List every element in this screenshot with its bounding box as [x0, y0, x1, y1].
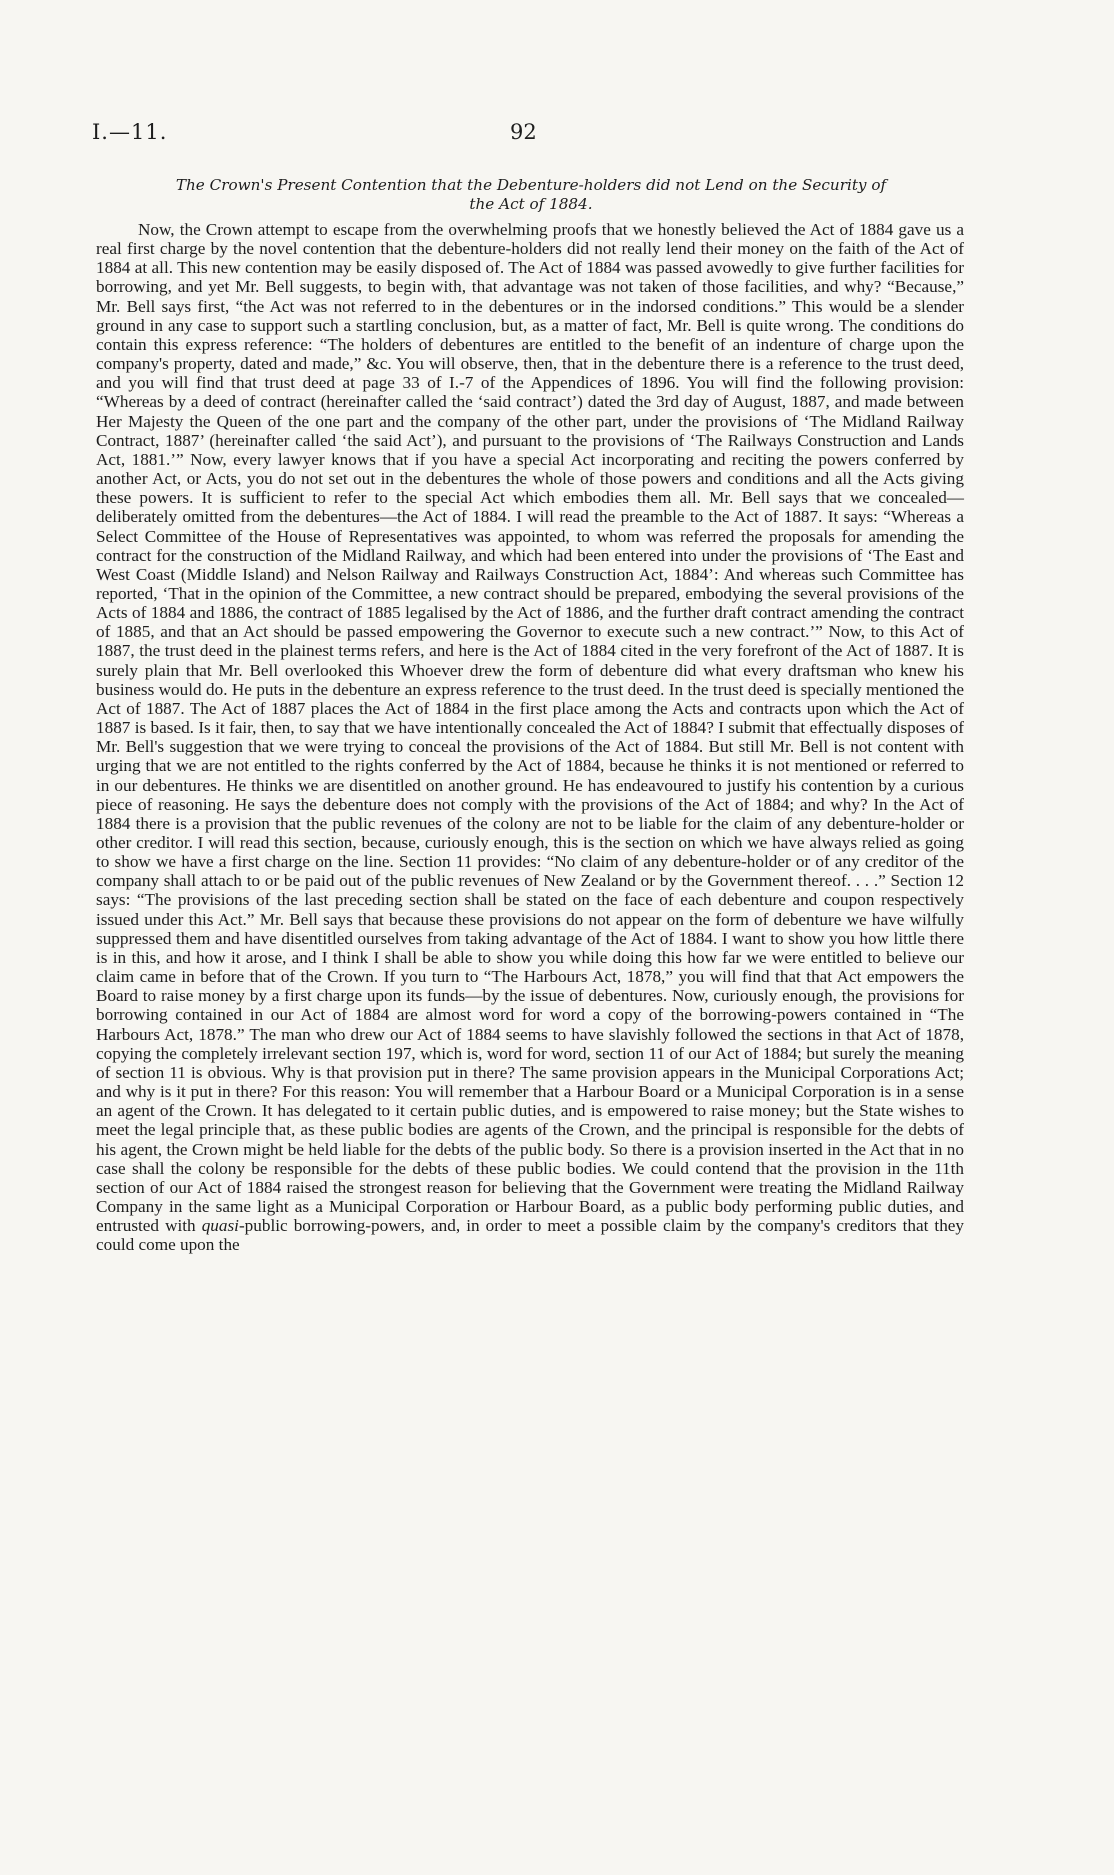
- page-number: 92: [510, 120, 537, 144]
- section-heading: [96, 176, 966, 214]
- body-text-tail: -public borrowing-powers, and, in order to meet a possible claim by the company's creditors that they could come upon the: [96, 1216, 965, 1255]
- body-paragraph: [96, 220, 964, 1254]
- document-reference: I.—11.: [92, 120, 168, 144]
- body-text-main: Now, the Crown attempt to escape from the overwhelming proofs that we honestly believed the Act of 1884 gave us a real first charge by the novel contention that the debenture-holders did not really lend their money on the faith of the Act of 1884 at all. This new contention may be easily disposed of. The Act of 1884 was passed avowedly to give further facilities for borrowing, and yet Mr. Bell suggests, to begin with, that advantage was not taken of those facilities, and why? “Because,” Mr. Bell says first, “the Act was not referred to in the debentures or in the indorsed conditions.” This would be a slender ground in any case to support such a startling conclusion, but, as a matter of fact, Mr. Bell is quite wrong. The conditions do contain this express reference: “The holders of debentures are entitled to the benefit of an indenture of charge upon the company's property, dated and made,” &c. You will observe, then, that in the debenture there is a reference to the trust deed, and you will find that trust deed at page 33 of I.-7 of the Appendices of 1896. You will find the following provision: “Whereas by a deed of contract (hereinafter called the ‘said contract’) dated the 3rd day of August, 1887, and made between Her Majesty the Queen of the one part and the company of the other part, under the provisions of ‘The Midland Railway Contract, 1887’ (hereinafter called ‘the said Act’), and pursuant to the provisions of ‘The Railways Construction and Lands Act, 1881.’” Now, every lawyer knows that if you have a special Act incorporating and reciting the powers conferred by another Act, or Acts, you do not set out in the debentures the whole of those powers and conditions and all the Acts giving these powers. It is sufficient to refer to the special Act which embodies them all. Mr. Bell says that we concealed—deliberately omitted from the debentures—the Act of 1884. I will read the preamble to the Act of 1887. It says: “Whereas a Select Committee of the House of Representatives was appointed, to whom was referred the proposals for amending the contract for the construction of the Midland Railway, and which had been entered into under the provisions of ‘The East and West Coast (Middle Island) and Nelson Railway and Railways Construction Act, 1884’: And whereas such Committee has reported, ‘That in the opinion of the Committee, a new contract should be prepared, embodying the several provisions of the Acts of 1884 and 1886, the contract of 1885 legalised by the Act of 1886, and the further draft contract amending the contract of 1885, and that an Act should be passed empowering the Governor to execute such a new contract.’” Now, to this Act of 1887, the trust deed in the plainest terms refers, and here is the Act of 1884 cited in the very forefront of the Act of 1887. It is surely plain that Mr. Bell overlooked this Whoever drew the form of debenture did what every draftsman who knew his business would do. He puts in the debenture an express reference to the trust deed. In the trust deed is specially mentioned the Act of 1887. The Act of 1887 places the Act of 1884 in the first place among the Acts and contracts upon which the Act of 1887 is based. Is it fair, then, to say that we have intentionally concealed the Act of 1884? I submit that effectually disposes of Mr. Bell's suggestion that we were trying to conceal the provisions of the Act of 1884. But still Mr. Bell is not content with urging that we are not entitled to the rights conferred by the Act of 1884, because he thinks it is not mentioned or referred to in our debentures. He thinks we are disentitled on another ground. He has endeavoured to justify his contention by a curious piece of reasoning. He says the debenture does not comply with the provisions of the Act of 1884; and why? In the Act of 1884 there is a provision that the public revenues of the colony are not to be liable for the claim of any debenture-holder or other creditor. I will read this section, because, curiously enough, this is the section on which we have always relied as going to show we have a first charge on the line. Section 11 provides: “No claim of any debenture-holder or of any creditor of the company shall attach to or be paid out of the public revenues of New Zealand or by the Government thereof. . . .” Section 12 says: “The provisions of the last preceding section shall be stated on the face of each debenture and coupon respectively issued under this Act.” Mr. Bell says that because these provisions do not appear on the form of debenture we have wilfully suppressed them and have disentitled ourselves from taking advantage of the Act of 1884. I want to show you how little there is in this, and how it arose, and I think I shall be able to show you while doing this how far we were entitled to believe our claim came in before that of the Crown. If you turn to “The Harbours Act, 1878,” you will find that that Act empowers the Board to raise money by a first charge upon its funds—by the issue of debentures. Now, curiously enough, the provisions for borrowing contained in our Act of 1884 are almost word for word a copy of the borrowing-powers contained in “The Harbours Act, 1878.” The man who drew our Act of 1884 seems to have slavishly followed the sections in that Act of 1878, copying the completely irrelevant section 197, which is, word for word, section 11 of our Act of 1884; but surely the meaning of section 11 is obvious. Why is that provision put in there? The same provision appears in the Municipal Corporations Act; and why is it put in there? For this reason: You will remember that a Harbour Board or a Municipal Corporation is in a sense an agent of the Crown. It has delegated to it certain public duties, and is empowered to raise money; but the State wishes to meet the legal principle that, as these public bodies are agents of the Crown, and the principal is responsible for the debts of his agent, the Crown might be held liable for the debts of the public body. So there is a provision inserted in the Act that in no case shall the colony be responsible for the debts of these public bodies. We could contend that the provision in the 11th section of our Act of 1884 raised the strongest reason for believing that the Government were treating the Midland Railway Company in the same light as a Municipal Corporation or Harbour Board, as a public body performing public duties, and entrusted with: [96, 220, 964, 1236]
- page-header: [92, 120, 972, 152]
- section-heading-line-2: the Act of 1884.: [469, 195, 593, 213]
- italic-term-quasi: quasi: [201, 1216, 239, 1236]
- section-heading-line-1: The Crown's Present Contention that the Debenture-holders did not Lend on the Security of: [175, 176, 887, 194]
